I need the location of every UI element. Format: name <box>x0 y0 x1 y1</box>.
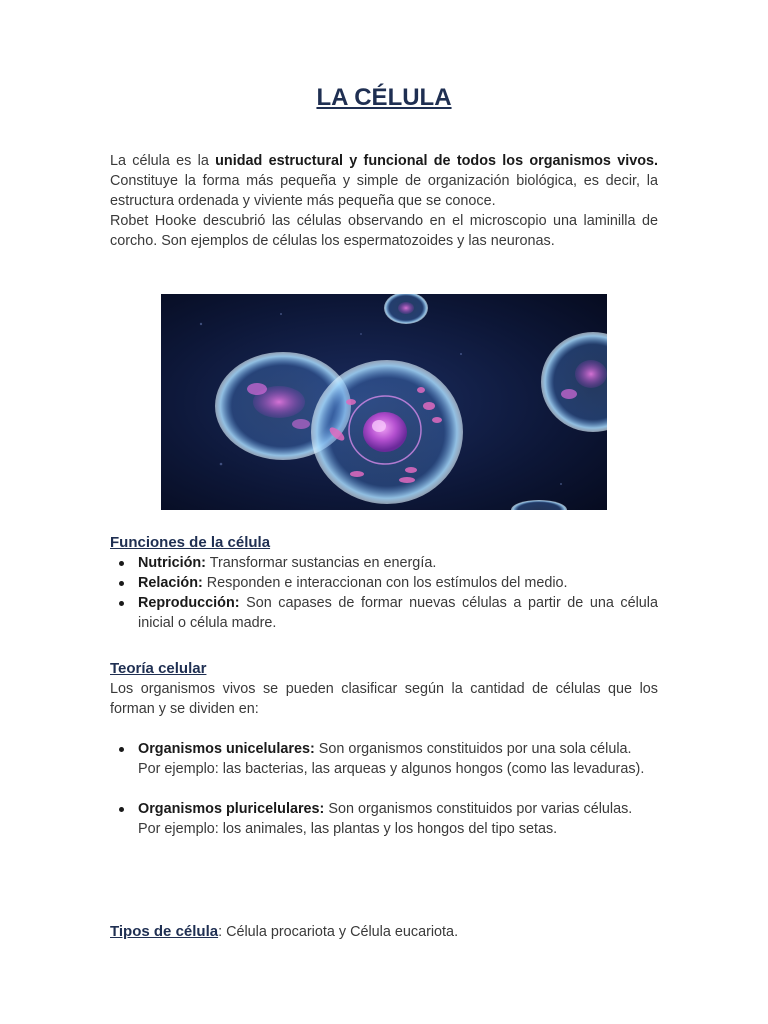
teoria-list <box>110 739 658 839</box>
tipos-section <box>110 922 658 942</box>
example-text: Por ejemplo: los animales, las plantas y los hongos del tipo setas. <box>138 821 558 837</box>
list-item: Organismos unicelulares: Son organismos constituidos por una sola célula. Por ejemplo: las bacterias, las arqueas y algunos hongos (como las levaduras). <box>110 739 658 779</box>
teoria-intro: Los organismos vivos se pueden clasificar según la cantidad de células que los forman y se dividen en: <box>110 681 658 717</box>
page-title: LA CÉLULA <box>316 84 452 111</box>
list-item: Nutrición: Transformar sustancias en energía. <box>110 553 658 573</box>
funciones-section <box>110 533 658 633</box>
teoria-heading: Teoría celular <box>110 660 207 677</box>
tipos-text: : Célula procariota y Célula eucariota. <box>218 924 459 940</box>
list-item: Relación: Responden e interaccionan con los estímulos del medio. <box>110 573 658 593</box>
funciones-heading: Funciones de la célula <box>110 534 271 551</box>
list-item: Reproducción: Son capases de formar nuevas células a partir de una célula inicial o célula madre. <box>110 593 658 633</box>
intro-bold-definition: unidad estructural y funcional de todos los organismos vivos. <box>215 153 659 169</box>
intro-paragraph-2: Robet Hooke descubrió las células observando en el microscopio una laminilla de corcho. Son ejemplos de células los espermatozoides y las neuronas. <box>110 213 658 249</box>
tipos-heading: Tipos de célula <box>110 923 219 940</box>
intro-paragraph-1: La célula es la unidad estructural y funcional de todos los organismos vivos. Constituye la forma más pequeña y simple de organización biológica, es decir, la estructura ordenada y viviente más pequeña que se conoce. <box>110 153 659 209</box>
intro-section <box>110 151 658 251</box>
funciones-list <box>110 553 658 633</box>
teoria-section <box>110 659 658 839</box>
example-text: Por ejemplo: las bacterias, las arqueas y algunos hongos (como las levaduras). <box>138 761 645 777</box>
list-item: Organismos pluricelulares: Son organismos constituidos por varias células. Por ejemplo: los animales, las plantas y los hongos del tipo setas. <box>110 799 658 839</box>
cell-microscope-image <box>161 294 607 510</box>
